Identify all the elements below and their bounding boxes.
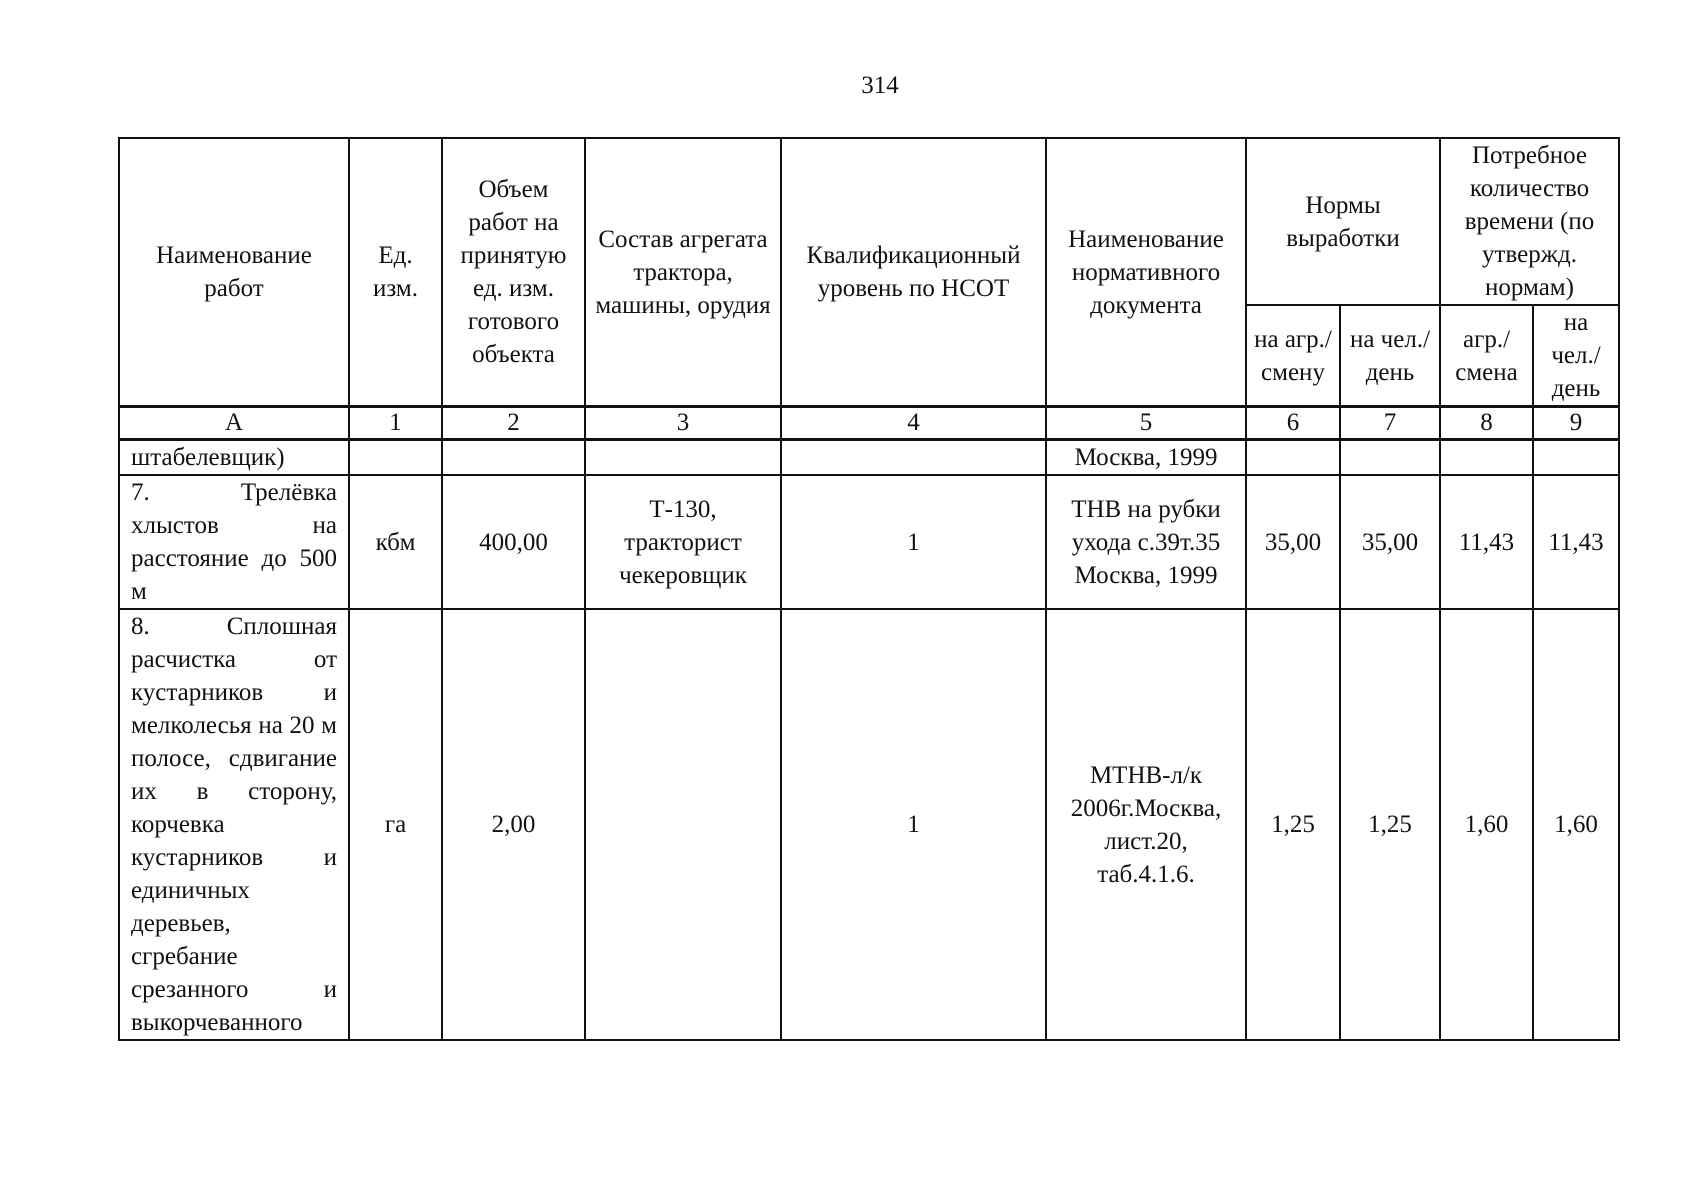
time-man-cell: 11,43 [1533, 475, 1619, 609]
header-norm-agr: на агр./ смену [1246, 305, 1340, 407]
header-composition: Состав агрегата трактора, машины, орудия [585, 138, 781, 407]
header-unit: Ед. изм. [349, 138, 442, 407]
unit-cell: га [349, 609, 442, 1040]
column-index-cell: 2 [442, 407, 585, 440]
header-norm-man: на чел./ день [1340, 305, 1440, 407]
column-index-cell: 5 [1046, 407, 1246, 440]
column-index-cell: 6 [1246, 407, 1340, 440]
document-cell: МТНВ-л/к 2006г.Москва, лист.20, таб.4.1.6. [1046, 609, 1246, 1040]
time-agr-cell: 11,43 [1440, 475, 1533, 609]
qualification-cell: 1 [781, 475, 1046, 609]
column-index-cell: 3 [585, 407, 781, 440]
work-name-cell: 8. Сплошная расчистка от кустарников и мелколесья на 20 м полосе, сдвигание их в сторону, корчевка кустарников и единичных деревьев, сгребание срезанного и выкорчеванного [119, 609, 349, 1040]
column-index-cell: 4 [781, 407, 1046, 440]
time-man-cell [1533, 440, 1619, 476]
composition-cell [585, 440, 781, 476]
document-cell: ТНВ на рубки ухода с.39т.35 Москва, 1999 [1046, 475, 1246, 609]
composition-cell: Т-130, тракторист чекеровщик [585, 475, 781, 609]
column-index-cell: 1 [349, 407, 442, 440]
header-row-top [119, 138, 1619, 305]
header-time-man: на чел./ день [1533, 305, 1619, 407]
norm-man-cell: 1,25 [1340, 609, 1440, 1040]
unit-cell [349, 440, 442, 476]
time-agr-cell: 1,60 [1440, 609, 1533, 1040]
norm-agr-cell [1246, 440, 1340, 476]
unit-cell: кбм [349, 475, 442, 609]
norm-agr-cell: 35,00 [1246, 475, 1340, 609]
header-name: Наименование работ [119, 138, 349, 407]
table-row [119, 475, 1619, 609]
norm-man-cell: 35,00 [1340, 475, 1440, 609]
composition-cell [585, 609, 781, 1040]
qualification-cell: 1 [781, 609, 1046, 1040]
time-agr-cell [1440, 440, 1533, 476]
column-index-cell: 7 [1340, 407, 1440, 440]
header-time: Потребное количество времени (по утвержд. нормам) [1440, 138, 1619, 305]
work-norms-table [118, 137, 1620, 1041]
qualification-cell [781, 440, 1046, 476]
table-row [119, 440, 1619, 476]
header-time-agr: агр./ смена [1440, 305, 1533, 407]
column-index-cell: 8 [1440, 407, 1533, 440]
volume-cell: 2,00 [442, 609, 585, 1040]
work-name-cell: 7. Трелёвка хлыстов на расстояние до 500 м [119, 475, 349, 609]
document-cell: Москва, 1999 [1046, 440, 1246, 476]
column-index-cell: А [119, 407, 349, 440]
header-document: Наименование нормативного документа [1046, 138, 1246, 407]
work-name-cell: штабелевщик) [119, 440, 349, 476]
page-number: 314 [861, 72, 899, 99]
column-index-row [119, 407, 1619, 440]
header-volume: Объем работ на принятую ед. изм. готового объекта [442, 138, 585, 407]
norm-agr-cell: 1,25 [1246, 609, 1340, 1040]
time-man-cell: 1,60 [1533, 609, 1619, 1040]
norm-man-cell [1340, 440, 1440, 476]
header-norms: Нормы выработки [1246, 138, 1440, 305]
volume-cell: 400,00 [442, 475, 585, 609]
column-index-cell: 9 [1533, 407, 1619, 440]
volume-cell [442, 440, 585, 476]
header-qualification: Квалификационный уровень по НСОТ [781, 138, 1046, 407]
table-row [119, 609, 1619, 1040]
